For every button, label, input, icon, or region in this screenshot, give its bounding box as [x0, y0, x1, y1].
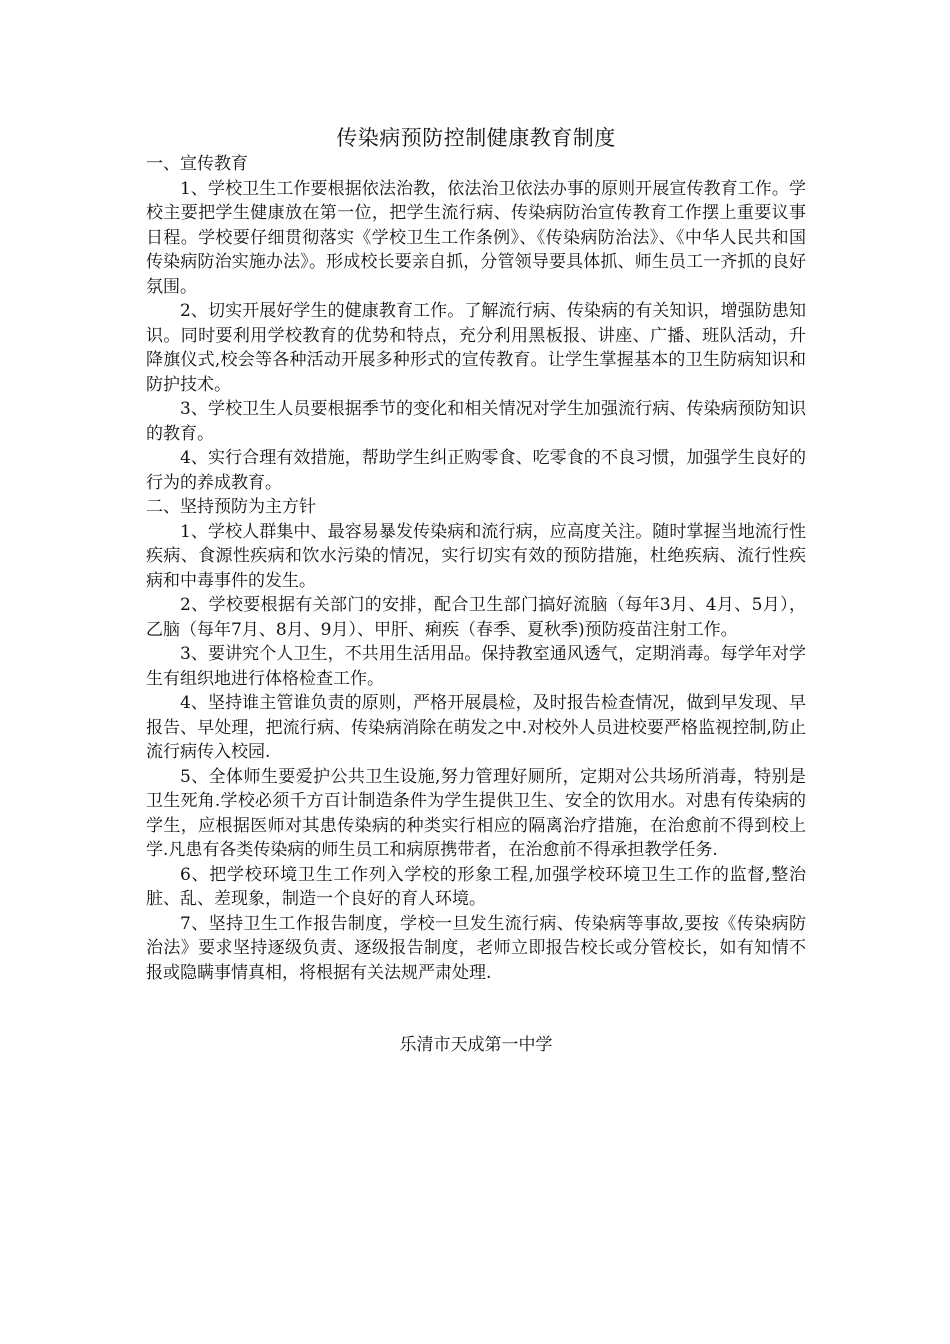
- paragraph: 5、全体师生要爱护公共卫生设施,努力管理好厕所，定期对公共场所消毒，特别是卫生死角.学校必须千方百计制造条件为学生提供卫生、安全的饮用水。对患有传染病的学生，应根据医师对其患传染病的种类实行相应的隔离治疗措施，在治愈前不得到校上学.凡患有各类传染病的师生员工和病原携带者，在治愈前不得承担教学任务.: [146, 766, 806, 860]
- section-propaganda: [146, 152, 806, 495]
- document-page: [146, 124, 806, 1075]
- document-title: 传染病预防控制健康教育制度: [336, 126, 616, 150]
- section-heading: 二、坚持预防为主方针: [146, 497, 316, 517]
- paragraph: 4、坚持谁主管谁负责的原则，严格开展晨检，及时报告检查情况，做到早发现、早报告、早处理，把流行病、传染病消除在萌发之中.对校外人员进校要严格监视控制,防止流行病传入校园.: [146, 693, 806, 762]
- paragraph: 1、学校人群集中、最容易暴发传染病和流行病，应高度关注。随时掌握当地流行性疾病、食源性疾病和饮水污染的情况，实行切实有效的预防措施，杜绝疾病、流行性疾病和中毒事件的发生。: [146, 521, 806, 591]
- section-prevention: [146, 495, 806, 985]
- paragraph: 3、学校卫生人员要根据季节的变化和相关情况对学生加强流行病、传染病预防知识的教育。: [146, 399, 806, 444]
- paragraph: 3、要讲究个人卫生，不共用生活用品。保持教室通风透气，定期消毒。每学年对学生有组织地进行体格检查工作。: [146, 644, 806, 689]
- paragraph: 4、实行合理有效措施，帮助学生纠正购零食、吃零食的不良习惯，加强学生良好的行为的养成教育。: [146, 448, 806, 493]
- paragraph: 7、坚持卫生工作报告制度，学校一旦发生流行病、传染病等事故,要按《传染病防治法》要求坚持逐级负责、逐级报告制度，老师立即报告校长或分管校长，如有知情不报或隐瞒事情真相，将根据有关法规严肃处理.: [146, 913, 806, 983]
- paragraph: 2、学校要根据有关部门的安排，配合卫生部门搞好流脑（每年3月、4月、5月），乙脑（每年7月、8月、9月）、甲肝、痢疾（春季、夏秋季)预防疫苗注射工作。: [146, 595, 806, 640]
- paragraph: 1、学校卫生工作要根据依法治教，依法治卫依法办事的原则开展宣传教育工作。学校主要把学生健康放在第一位，把学生流行病、传染病防治宣传教育工作摆上重要议事日程。学校要仔细贯彻落实《学校卫生工作条例》、《传染病防治法》、《中华人民共和国传染病防治实施办法》。形成校长要亲自抓，分管领导要具体抓、师生员工一齐抓的良好氛围。: [146, 178, 806, 297]
- paragraph: 6、把学校环境卫生工作列入学校的形象工程,加强学校环境卫生工作的监督,整治脏、乱、差现象，制造一个良好的育人环境。: [146, 864, 806, 909]
- section-heading: 一、宣传教育: [146, 154, 248, 174]
- paragraph: 2、切实开展好学生的健康教育工作。了解流行病、传染病的有关知识，增强防患知识。同时要利用学校教育的优势和特点，充分利用黑板报、讲座、广播、班队活动，升降旗仪式,校会等各种活动开展多种形式的宣传教育。让学生掌握基本的卫生防病知识和防护技术。: [146, 301, 806, 395]
- signature: 乐清市天成第一中学: [399, 1035, 553, 1055]
